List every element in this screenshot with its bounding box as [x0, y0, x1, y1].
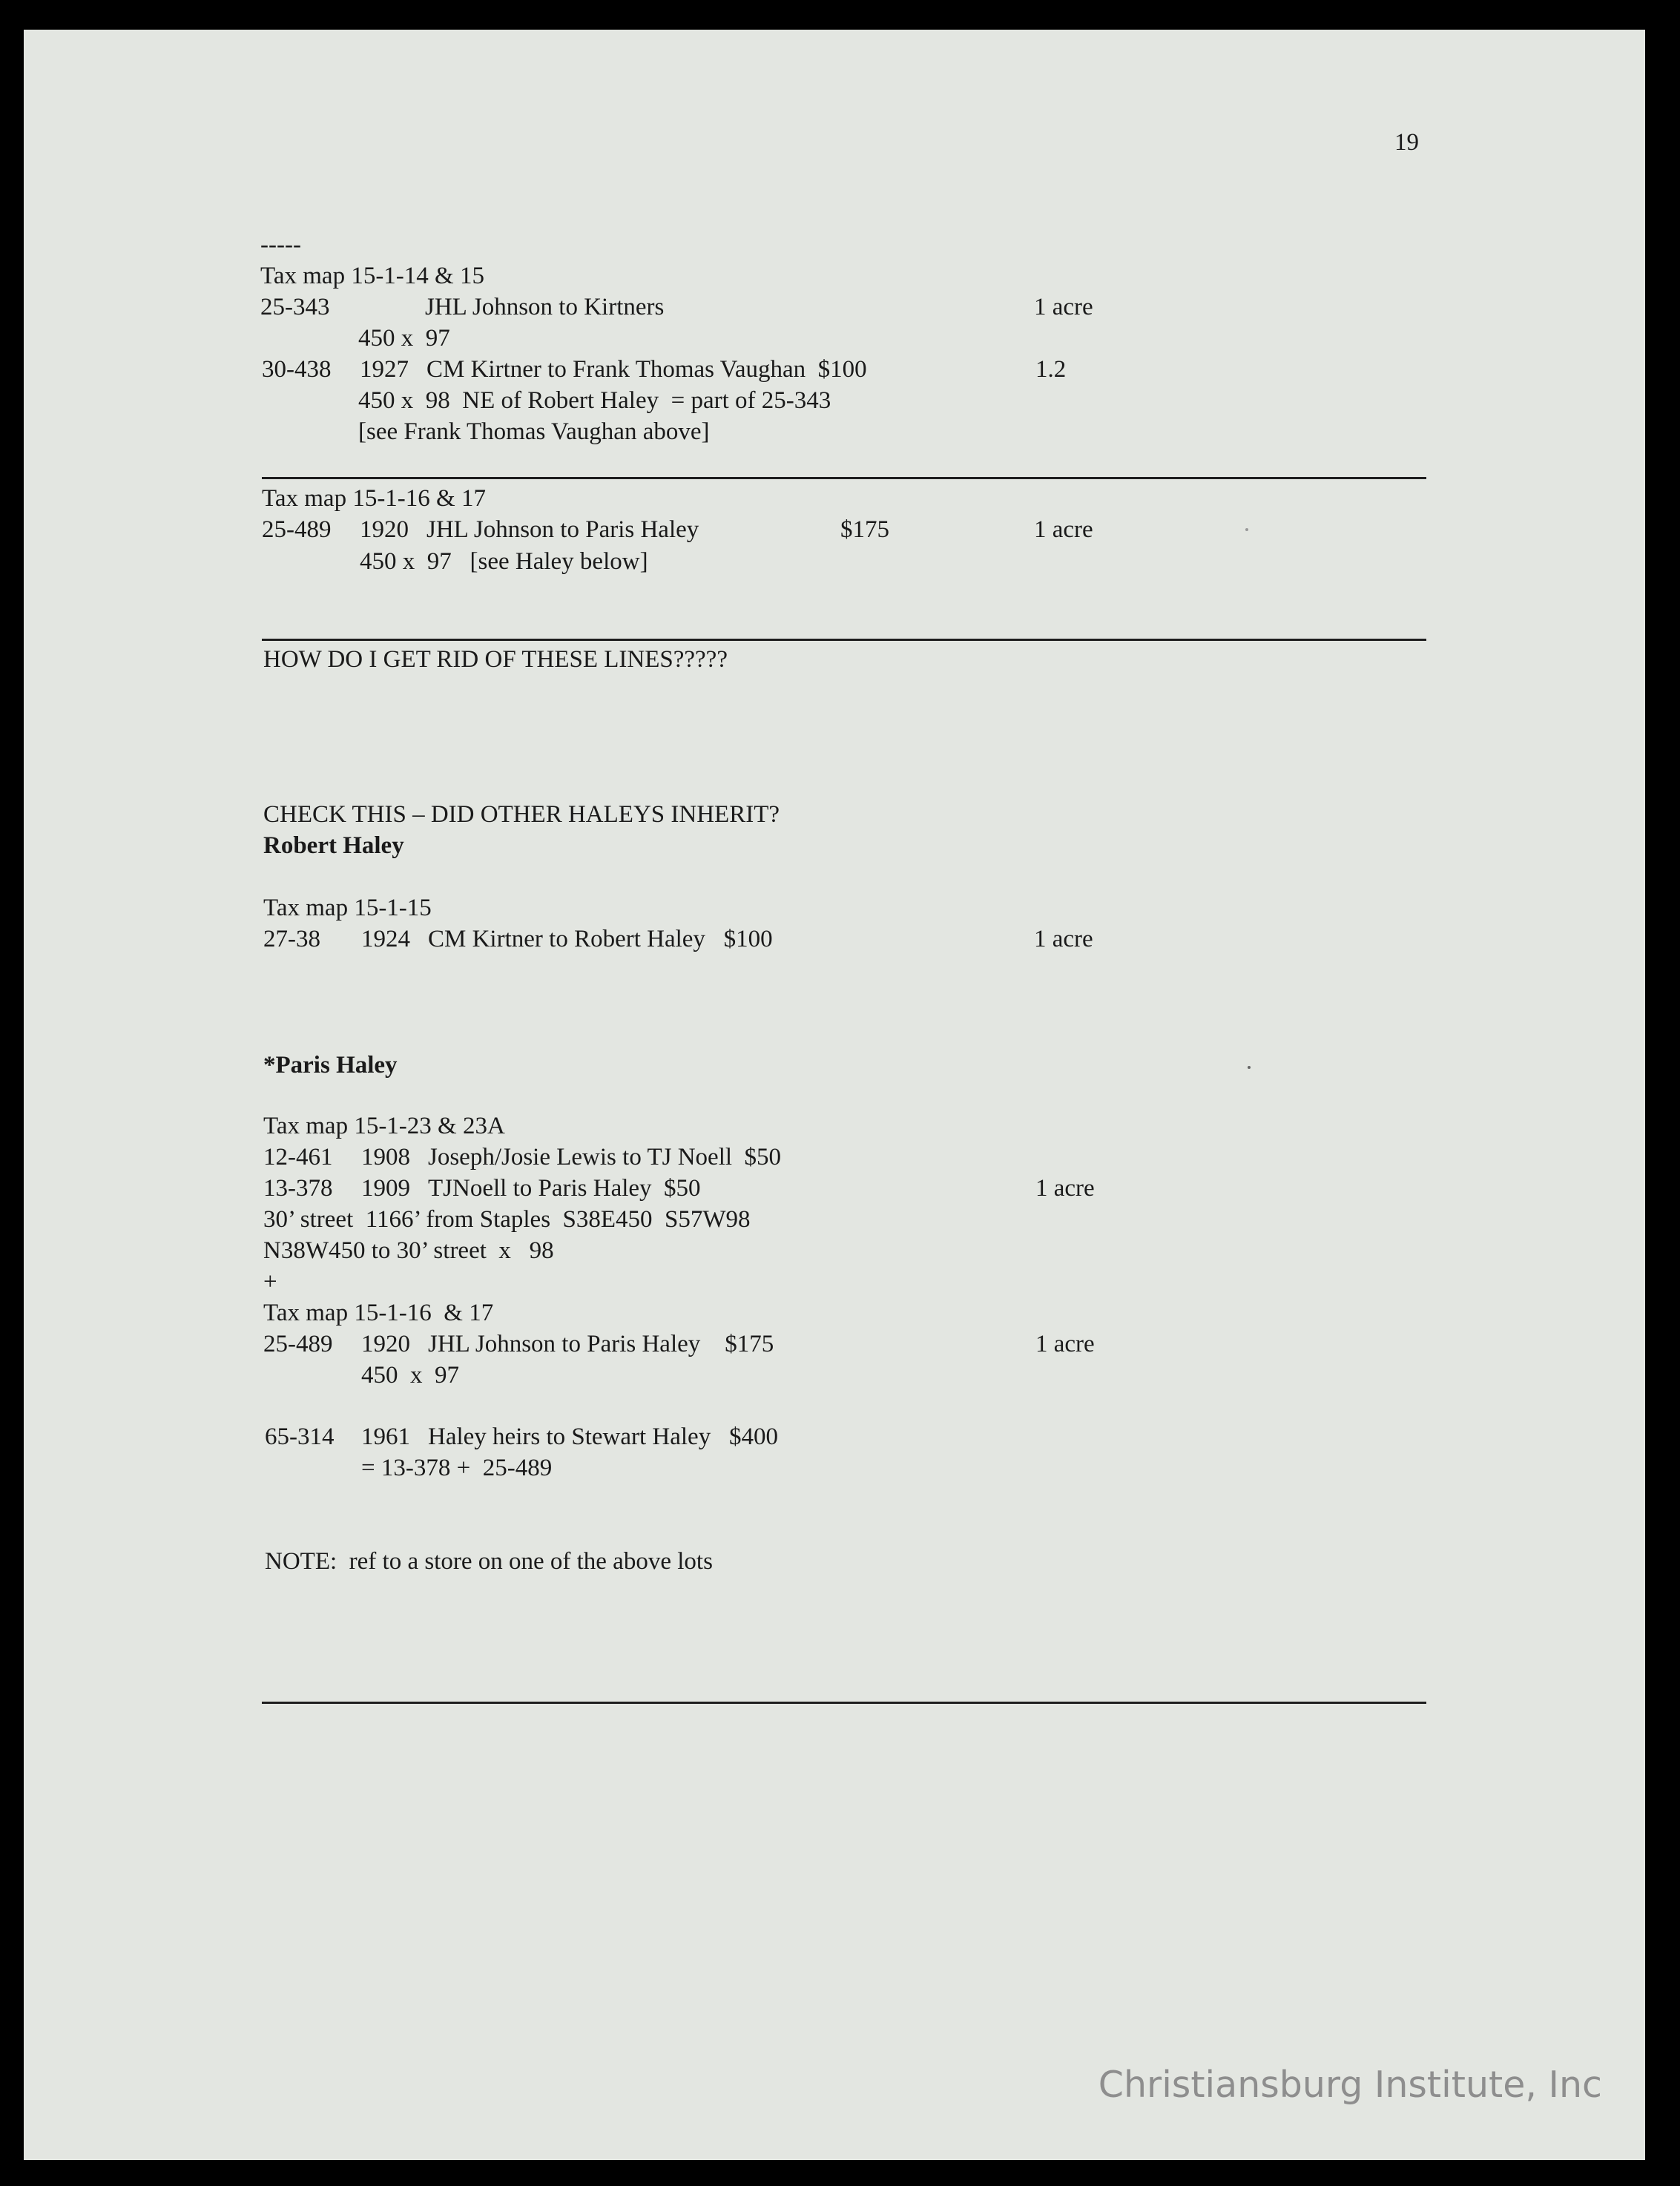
- deed-number: 12-461: [263, 1144, 333, 1171]
- deed-dimensions: 450 x 98 NE of Robert Haley = part of 25-343: [358, 387, 831, 414]
- deed-year: 1909: [361, 1175, 410, 1202]
- horizontal-rule: [262, 639, 1426, 641]
- document-page: [24, 30, 1645, 2160]
- deed-description: TJNoell to Paris Haley $50: [428, 1175, 701, 1202]
- paper-speck: [1245, 528, 1248, 531]
- lines-question: HOW DO I GET RID OF THESE LINES?????: [263, 646, 728, 673]
- taxmap-heading: Tax map 15-1-16 & 17: [263, 1300, 494, 1326]
- deed-year: 1908: [361, 1144, 410, 1171]
- deed-number: 25-489: [263, 1331, 333, 1357]
- street-description: 30’ street 1166’ from Staples S38E450 S57W98: [263, 1206, 751, 1233]
- deed-description: JHL Johnson to Paris Haley: [426, 516, 699, 543]
- deed-number: 27-38: [263, 926, 320, 952]
- street-description: N38W450 to 30’ street x 98: [263, 1237, 554, 1264]
- deed-year: 1920: [360, 516, 409, 543]
- deed-description: Haley heirs to Stewart Haley $400: [428, 1423, 778, 1450]
- deed-description: CM Kirtner to Robert Haley $100: [428, 926, 773, 952]
- deed-number: 30-438: [262, 356, 332, 383]
- page-number: 19: [1394, 129, 1419, 156]
- taxmap-heading: Tax map 15-1-16 & 17: [262, 485, 486, 512]
- deed-description: CM Kirtner to Frank Thomas Vaughan $100: [426, 356, 867, 383]
- deed-acreage: 1.2: [1035, 356, 1067, 383]
- check-note: CHECK THIS – DID OTHER HALEYS INHERIT?: [263, 801, 780, 828]
- horizontal-rule: [262, 1702, 1426, 1704]
- deed-number: 13-378: [263, 1175, 333, 1202]
- deed-acreage: 1 acre: [1034, 294, 1093, 320]
- separator-dashes: -----: [260, 231, 301, 258]
- taxmap-heading: Tax map 15-1-23 & 23A: [263, 1113, 505, 1139]
- taxmap-heading: Tax map 15-1-14 & 15: [260, 263, 484, 289]
- horizontal-rule: [262, 477, 1426, 479]
- deed-year: 1920: [361, 1331, 410, 1357]
- watermark-text: Christiansburg Institute, Inc: [1098, 2064, 1602, 2106]
- deed-year: 1927: [360, 356, 409, 383]
- deed-note: [see Frank Thomas Vaughan above]: [358, 418, 710, 445]
- deed-year: 1961: [361, 1423, 410, 1450]
- deed-year: 1924: [361, 926, 410, 952]
- deed-number: 25-343: [260, 294, 330, 320]
- section-heading-robert-haley: Robert Haley: [263, 832, 404, 859]
- deed-dimensions: 450 x 97: [358, 325, 450, 352]
- deed-number: 25-489: [262, 516, 332, 543]
- deed-number: 65-314: [265, 1423, 335, 1450]
- deed-acreage: 1 acre: [1035, 1331, 1095, 1357]
- deed-description: JHL Johnson to Kirtners: [425, 294, 665, 320]
- deed-description: JHL Johnson to Paris Haley $175: [428, 1331, 774, 1357]
- deed-equation: = 13-378 + 25-489: [361, 1455, 553, 1481]
- deed-description: Joseph/Josie Lewis to TJ Noell $50: [428, 1144, 782, 1171]
- section-heading-paris-haley: *Paris Haley: [263, 1052, 398, 1079]
- note-text: NOTE: ref to a store on one of the above lots: [265, 1548, 713, 1575]
- plus-sign: +: [263, 1268, 277, 1295]
- paper-speck: [1248, 1066, 1251, 1069]
- deed-dimensions: 450 x 97: [361, 1362, 459, 1389]
- deed-acreage: 1 acre: [1034, 516, 1093, 543]
- taxmap-heading: Tax map 15-1-15: [263, 895, 432, 921]
- deed-price: $175: [840, 516, 889, 543]
- deed-acreage: 1 acre: [1034, 926, 1093, 952]
- deed-dimensions: 450 x 97 [see Haley below]: [360, 548, 648, 575]
- deed-acreage: 1 acre: [1035, 1175, 1095, 1202]
